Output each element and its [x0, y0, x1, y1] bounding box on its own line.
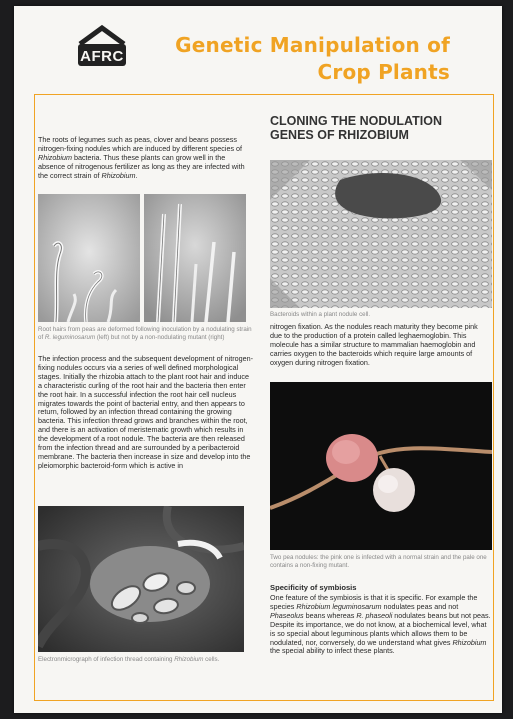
specificity-text-4: nodulates beans but not peas. Despite its importance, we do not know, at a biochemical level, what is so special about leguminous plants which allows them to be nodulated, nor, conversely, do we understand what gives — [270, 610, 491, 647]
infection-paragraph: The infection process and the subsequent development of nitrogen-fixing nodules occurs via a series of well defined morphological stages. Initially the rhizobia attach to the plant root hair and induce a characteristic curling of the root hair and the bacteria then enter the root hair. In a successful infection the root hair cell nucleus migrates towards the point of bacterial entry, and then appears to return, followed by an infection thread containing the growing bacteria. This infection thread grows and branches within the root, and there is an activation of meristematic growth which results in the development of a root nodule. The bacteria are then released from the infection thread and are surrounded by a peribacteroid membrane. The bacteria then increase in size and develop into the pleiomorphic bacteroid-form which is active in — [38, 354, 253, 470]
logo-text: AFRC — [80, 48, 124, 65]
afrc-logo — [76, 22, 128, 70]
nitrogen-paragraph: nitrogen fixation. As the nodules reach maturity they become pink due to the production of a protein called leghaemoglobin. This molecule has a similar structure to mammalian haemoglobin and carries oxygen to the bacteroids which require large amounts of oxygen during nitrogen fixation. — [270, 322, 478, 367]
specificity-em-1: Rhizobium leguminosarum — [296, 601, 382, 611]
title-line-2: Crop Plants — [317, 60, 450, 84]
micrograph-caption — [38, 656, 253, 664]
poster-sheet — [14, 6, 502, 713]
root-hairs-caption-em: R. leguminosarum — [44, 333, 96, 341]
nodules-caption: Two pea nodules: the pink one is infected with a normal strain and the pale one contains a non-fixing mutant. — [270, 554, 487, 569]
micrograph-caption-a: Electronmicrograph of infection thread containing — [38, 656, 175, 663]
root-hairs-caption-b: (left) but not by a non-nodulating mutant (right) — [95, 333, 225, 341]
specificity-em-3: R. phaseoli — [356, 610, 393, 620]
title-line-1: Genetic Manipulation of — [175, 33, 450, 57]
root-hairs-photo-left — [38, 194, 140, 322]
intro-em-1: Rhizobium — [38, 152, 72, 162]
intro-paragraph — [38, 136, 253, 181]
specificity-text-1: One feature of the symbiosis is that it is specific. For example the species — [270, 593, 478, 611]
pea-nodules-photo — [270, 382, 492, 550]
specificity-em-2: Phaseolus — [270, 610, 304, 620]
section-heading-line-1: CLONING THE NODULATION — [270, 114, 442, 128]
intro-text-3: . — [135, 170, 138, 180]
root-hairs-photo-right — [144, 194, 246, 322]
infection-thread-micrograph — [38, 506, 244, 652]
intro-text-2: bacteria. Thus these plants can grow well in the absence of nitrogenous fertilizer as long as they are infected with the correct strain of — [38, 152, 245, 180]
micrograph-caption-em: Rhizobium — [174, 656, 204, 663]
page-title — [175, 32, 450, 86]
specificity-text-2: nodulates peas and not — [381, 601, 459, 611]
specificity-paragraph — [270, 594, 492, 656]
section-heading — [270, 114, 490, 142]
intro-em-2: Rhizobium — [101, 170, 136, 180]
specificity-heading: Specificity of symbiosis — [270, 583, 357, 592]
root-hairs-caption-a: Root hairs from peas are deformed following inoculation by a nodulating strain of — [38, 326, 252, 341]
micrograph-caption-b: cells. — [203, 656, 220, 663]
bacteroids-photo — [270, 160, 492, 308]
intro-text-1: The roots of legumes such as peas, clover and beans possess nitrogen-fixing nodules which are induced by different species of — [38, 135, 243, 153]
specificity-text-5: the special ability to infect these plants. — [270, 646, 395, 656]
section-heading-line-2: GENES OF RHIZOBIUM — [270, 128, 409, 142]
root-hairs-caption — [38, 326, 253, 341]
bacteroids-caption: Bacteroids within a plant nodule cell. — [270, 311, 371, 318]
specificity-text-3: beans whereas — [303, 610, 357, 620]
specificity-em-4: Rhizobium — [452, 637, 487, 647]
